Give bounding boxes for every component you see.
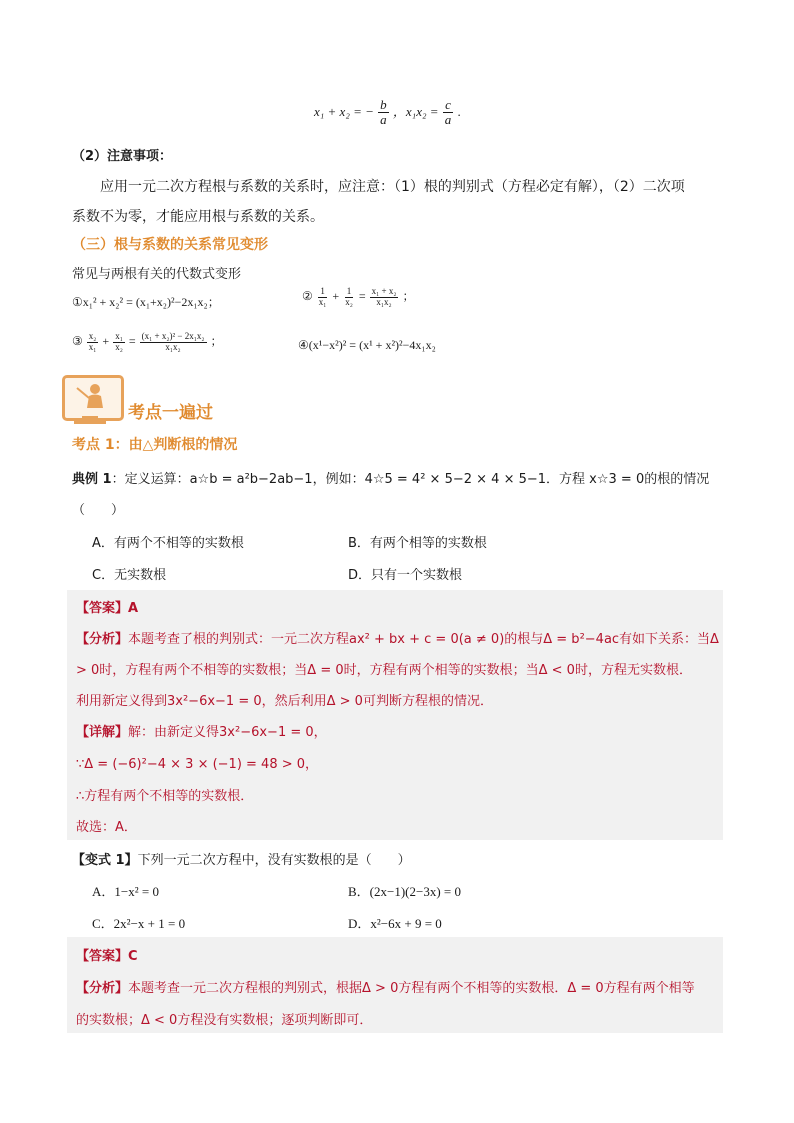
frac-num: b (380, 97, 387, 112)
example-1-paren: （ ） (72, 503, 125, 518)
formula-end: . (457, 103, 461, 119)
equals-sign: = (128, 334, 136, 349)
formula-2 (302, 287, 414, 308)
frac-den: x₁ (88, 341, 97, 352)
variant-text: 下列一元二次方程中，没有实数根的是（ ） (137, 853, 411, 868)
example-text: ：定义运算：a☆b = a²b−2ab−1，例如：4☆5 = 4² × 5−2 × 4 × 5−1．方程 x☆3 = 0的根的情况 (111, 472, 710, 487)
frac-1-over-x1 (317, 287, 329, 308)
notes-paragraph-line1: 应用一元二次方程根与系数的关系时，应注意：（1）根的判别式（方程必定有解），（2）二次项 (100, 179, 685, 195)
variant-option-c: C．2x²−x + 1 = 0 (92, 916, 186, 931)
answer-label: 【答案】 (76, 949, 129, 964)
answer-label: 【答案】 (76, 601, 129, 616)
answer-2-line (76, 945, 138, 964)
detail-text: 解：由新定义得3x²−6x−1 = 0， (128, 725, 327, 740)
board-base (74, 421, 106, 424)
answer-1-line (76, 597, 138, 616)
section-heading-notes: （2）注意事项： (72, 149, 173, 164)
analysis-2-line1 (76, 977, 695, 996)
kaodian-1-title: 考点 1：由△判断根的情况 (72, 437, 238, 453)
section-heading-variants: （三）根与系数的关系常见变形 (72, 237, 268, 253)
answer-value: A (128, 601, 139, 616)
frac-num: (x₁ + x₂)² − 2x₁x₂ (141, 331, 205, 341)
root-sum-product-formula (314, 98, 461, 128)
formula-mid: ，x₁x₂ = (392, 103, 439, 119)
frac-den: x₁x₂ (376, 296, 392, 307)
frac-x1-over-x2 (113, 332, 125, 353)
frac-x2-over-x1 (87, 332, 99, 353)
example-1-question (72, 468, 709, 487)
frac-den: a (444, 112, 452, 128)
banner-title: 考点一遍过 (128, 403, 213, 423)
plus-sign: + (102, 334, 110, 349)
frac-den: x₁x₂ (165, 341, 181, 352)
frac-num: c (445, 97, 451, 112)
notes-paragraph-line2: 系数不为零，才能应用根与系数的关系。 (72, 209, 324, 225)
formula-2-prefix: ② (302, 289, 313, 304)
frac-expanded (140, 332, 207, 353)
teacher-board-icon (62, 375, 124, 421)
formula-end: ； (210, 334, 223, 349)
frac-num: 1 (346, 286, 352, 296)
fraction-c-over-a (443, 98, 454, 128)
variant-option-b: B．(2x−1)(2−3x) = 0 (348, 884, 461, 899)
frac-num: x₂ (88, 331, 97, 341)
detail-1-line1 (76, 721, 327, 740)
analysis-text: 本题考查了根的判别式：一元二次方程ax² + bx + c = 0(a ≠ 0)的根与Δ = b²−4ac有如下关系：当Δ (128, 632, 719, 647)
detail-1-line2: ∵Δ = (−6)²−4 × 3 × (−1) = 48 > 0， (76, 757, 319, 772)
frac-den: x₂ (115, 341, 123, 352)
frac-1-over-x2 (343, 287, 355, 308)
frac-num: 1 (320, 286, 325, 296)
fraction-b-over-a (378, 98, 389, 128)
option-c: C．无实数根 (92, 568, 167, 583)
analysis-label: 【分析】 (76, 981, 129, 996)
equals-sign: = (358, 289, 366, 304)
formula-3-prefix: ③ (72, 334, 83, 349)
variant-label: 【变式 1】 (72, 853, 138, 868)
frac-den: a (380, 112, 387, 128)
analysis-1-line1 (76, 628, 719, 647)
option-b: B．有两个相等的实数根 (348, 536, 487, 551)
detail-1-line3: ∴方程有两个不相等的实数根． (76, 789, 254, 804)
frac-num: x₁ (115, 331, 123, 341)
variant-option-d: D．x²−6x + 9 = 0 (348, 916, 442, 931)
answer-value: C (128, 949, 138, 964)
formula-1: ①x₁² + x₂² = (x₁+x₂)²−2x₁x₂； (72, 295, 220, 309)
frac-den: x₂ (345, 296, 353, 307)
teacher-figure-icon (65, 378, 115, 412)
formula-3 (72, 332, 223, 353)
detail-label: 【详解】 (76, 725, 129, 740)
formula-end: ； (402, 289, 415, 304)
analysis-1-line3: 利用新定义得到3x²−6x−1 = 0，然后利用Δ > 0可判断方程根的情况． (76, 694, 493, 709)
frac-num: x₁ + x₂ (371, 286, 397, 296)
variant-1-question (72, 849, 411, 868)
frac-den: x₁ (318, 296, 327, 307)
formula-lhs: x₁ + x₂ = − (314, 103, 374, 119)
section-subheading: 常见与两根有关的代数式变形 (72, 267, 242, 282)
analysis-2-line2: 的实数根；Δ < 0方程没有实数根；逐项判断即可． (76, 1013, 373, 1028)
detail-1-line4: 故选：A． (76, 820, 137, 835)
analysis-label: 【分析】 (76, 632, 129, 647)
variant-option-a: A．1−x² = 0 (92, 884, 159, 899)
plus-sign: + (332, 289, 340, 304)
analysis-1-line2: > 0时，方程有两个不相等的实数根；当Δ = 0时，方程有两个相等的实数根；当Δ < 0时，方程无实数根． (76, 663, 692, 678)
option-d: D．只有一个实数根 (348, 568, 463, 583)
frac-sum-over-product (370, 287, 399, 308)
analysis-text: 本题考查一元二次方程根的判别式，根据Δ > 0方程有两个不相等的实数根．Δ = 0方程有两个相等 (128, 981, 695, 996)
example-label: 典例 1 (72, 472, 112, 487)
formula-4: ④(x¹−x²)² = (x¹ + x²)²−4x₁x₂ (298, 338, 436, 352)
option-a: A．有两个不相等的实数根 (92, 536, 244, 551)
